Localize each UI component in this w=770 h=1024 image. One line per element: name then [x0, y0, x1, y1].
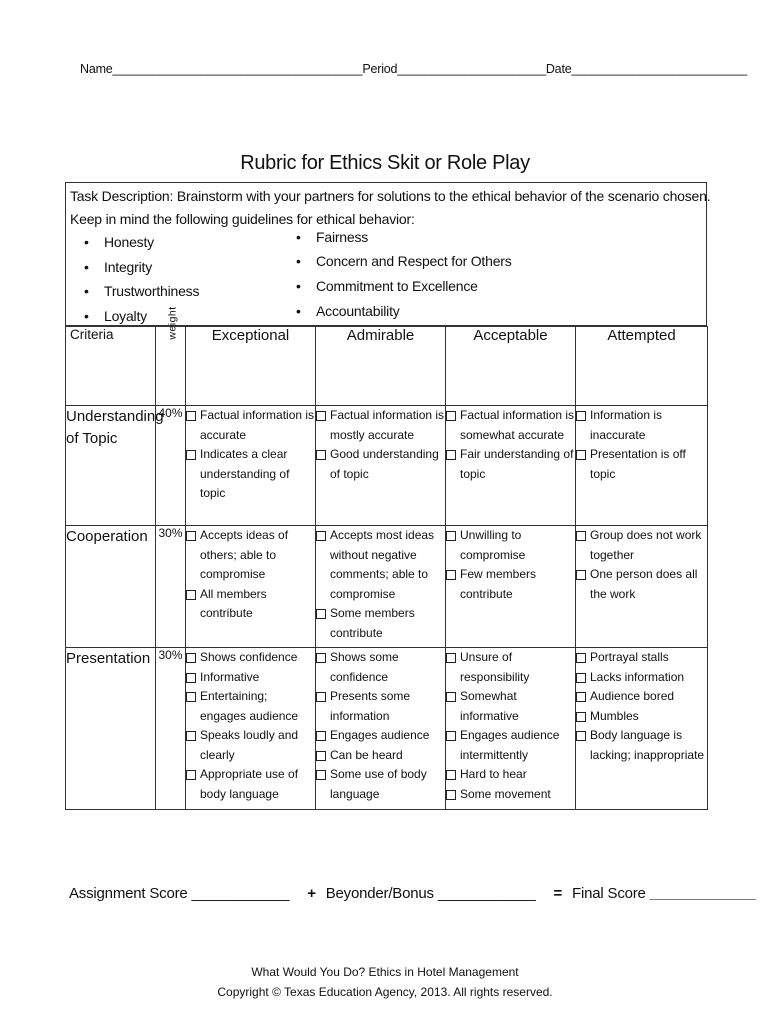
descriptor-text: Appropriate use of body language [200, 767, 299, 801]
checkbox-icon[interactable] [316, 770, 326, 780]
task-description-box [65, 182, 711, 326]
bonus-blank[interactable]: ____________ [437, 885, 536, 902]
checkbox-icon[interactable] [316, 411, 326, 421]
descriptor-cell [446, 648, 576, 810]
descriptor-text: Can be heard [330, 747, 403, 762]
descriptor-item [576, 726, 707, 765]
descriptor-item [316, 648, 445, 687]
checkbox-icon[interactable] [576, 712, 586, 722]
descriptor-text: Some movement [460, 786, 551, 801]
score-line [69, 885, 756, 902]
task-guidelines-intro: Keep in mind the following guidelines for ethical behavior: [70, 211, 415, 227]
descriptor-item [446, 526, 575, 565]
descriptor-text: Entertaining; engages audience [200, 689, 299, 723]
checkbox-icon[interactable] [316, 609, 326, 619]
checkbox-icon[interactable] [186, 531, 196, 541]
descriptor-item [576, 526, 707, 565]
descriptor-item [576, 648, 707, 668]
descriptor-text: Good understanding of topic [330, 447, 439, 481]
descriptor-text: Fair understanding of topic [460, 447, 574, 481]
period-label: Period [362, 62, 398, 76]
checkbox-icon[interactable] [316, 531, 326, 541]
descriptor-item [576, 687, 707, 707]
rubric-row [66, 406, 708, 526]
descriptor-item [576, 668, 707, 688]
footer-course-title: What Would You Do? Ethics in Hotel Management [251, 965, 519, 979]
descriptor-text: Unwilling to compromise [460, 528, 526, 562]
descriptor-item [186, 726, 315, 765]
descriptor-text: Unsure of responsibility [460, 650, 530, 684]
bullet-item: • Honesty [84, 234, 154, 250]
descriptor-text: Accepts ideas of others; able to compromise [200, 528, 289, 581]
descriptor-text: Somewhat informative [460, 689, 519, 723]
plus-sign: + [307, 885, 316, 902]
checkbox-icon[interactable] [186, 770, 196, 780]
checkbox-icon[interactable] [316, 692, 326, 702]
descriptor-text: Information is inaccurate [590, 408, 663, 442]
checkbox-icon[interactable] [446, 531, 456, 541]
descriptor-item [576, 445, 707, 484]
rubric-row [66, 526, 708, 648]
descriptor-text: Factual information is somewhat accurate [460, 408, 575, 442]
descriptor-item [576, 565, 707, 604]
descriptor-cell [186, 526, 316, 648]
level-header-exceptional: Exceptional [186, 327, 316, 406]
descriptor-text: Factual information is mostly accurate [330, 408, 445, 442]
descriptor-text: Accepts most ideas without negative comments; able to compromise [330, 528, 435, 601]
descriptor-item [446, 765, 575, 785]
descriptor-text: Shows confidence [200, 650, 298, 664]
descriptor-text: Audience bored [590, 689, 675, 703]
bullet-item: • Loyalty [84, 308, 147, 324]
descriptor-text: Speaks loudly and clearly [200, 728, 299, 762]
descriptor-item [576, 406, 707, 445]
page-title: Rubric for Ethics Skit or Role Play [240, 152, 530, 174]
descriptor-item [446, 687, 575, 726]
descriptor-item [446, 445, 575, 484]
name-label: Name [80, 62, 113, 76]
equals-sign: = [553, 885, 563, 902]
descriptor-item [446, 565, 575, 604]
descriptor-text: Engages audience [330, 728, 430, 742]
assignment-score-blank[interactable]: ____________ [191, 885, 290, 902]
criteria-cell: Presentation [66, 648, 156, 810]
checkbox-icon[interactable] [186, 731, 196, 741]
descriptor-item [316, 445, 445, 484]
weight-cell: 30% [156, 648, 186, 810]
descriptor-item [316, 746, 445, 766]
weight-header: weight [156, 327, 186, 406]
descriptor-item [186, 687, 315, 726]
checkbox-icon[interactable] [446, 692, 456, 702]
descriptor-text: Group does not work together [590, 528, 702, 562]
checkbox-icon[interactable] [576, 731, 586, 741]
bullet-item: • Fairness [296, 229, 369, 245]
descriptor-text: Factual information is accurate [200, 408, 315, 442]
descriptor-item [316, 406, 445, 445]
descriptor-cell [576, 406, 708, 526]
checkbox-icon[interactable] [186, 411, 196, 421]
bullet-item: • Concern and Respect for Others [296, 253, 512, 269]
assignment-score-label: Assignment Score [69, 885, 188, 902]
descriptor-item [446, 726, 575, 765]
descriptor-text: Presentation is off topic [590, 447, 686, 481]
descriptor-cell [186, 648, 316, 810]
descriptor-text: Portrayal stalls [590, 650, 669, 664]
descriptor-item [446, 648, 575, 687]
descriptor-cell [576, 648, 708, 810]
checkbox-icon[interactable] [446, 731, 456, 741]
weight-cell: 40% [156, 406, 186, 526]
descriptor-cell [186, 406, 316, 526]
descriptor-item [446, 785, 575, 805]
checkbox-icon[interactable] [186, 673, 196, 683]
descriptor-text: Mumbles [590, 708, 639, 723]
weight-cell: 30% [156, 526, 186, 648]
descriptor-item [186, 445, 315, 504]
checkbox-icon[interactable] [186, 590, 196, 600]
checkbox-icon[interactable] [446, 411, 456, 421]
descriptor-text: Body language is lacking; inappropriate [590, 728, 705, 762]
descriptor-item [316, 604, 445, 643]
descriptor-text: Informative [200, 669, 260, 684]
descriptor-text: Some use of body language [330, 767, 427, 801]
descriptor-text: Some members contribute [330, 606, 415, 640]
level-header-attempted: Attempted [576, 327, 708, 406]
checkbox-icon[interactable] [576, 570, 586, 580]
descriptor-item [186, 648, 315, 668]
descriptor-item [316, 687, 445, 726]
checkbox-icon[interactable] [446, 570, 456, 580]
descriptor-item [186, 765, 315, 804]
level-header-acceptable: Acceptable [446, 327, 576, 406]
date-label: Date [545, 62, 572, 76]
descriptor-text: Indicates a clear understanding of topic [200, 447, 290, 500]
bonus-label: Beyonder/Bonus [325, 885, 434, 902]
checkbox-icon[interactable] [316, 751, 326, 761]
checkbox-icon[interactable] [576, 653, 586, 663]
descriptor-text: Engages audience intermittently [460, 728, 560, 762]
descriptor-item [186, 668, 315, 688]
descriptor-item [186, 585, 315, 624]
checkbox-icon[interactable] [316, 450, 326, 460]
checkbox-icon[interactable] [316, 653, 326, 663]
descriptor-text: Few members contribute [460, 567, 537, 601]
footer-copyright: Copyright © Texas Education Agency, 2013. All rights reserved. [217, 985, 553, 999]
descriptor-cell [316, 406, 446, 526]
bullet-item: • Commitment to Excellence [296, 278, 478, 294]
descriptor-text: Presents some information [330, 689, 411, 723]
checkbox-icon[interactable] [446, 653, 456, 663]
level-header-admirable: Admirable [316, 327, 446, 406]
period-blank[interactable]: ______________________ [397, 62, 546, 76]
checkbox-icon[interactable] [446, 790, 456, 800]
final-score-label: Final Score [572, 885, 646, 902]
descriptor-text: Lacks information [590, 669, 685, 684]
descriptor-cell [316, 526, 446, 648]
descriptor-text: Hard to hear [460, 767, 527, 781]
rubric-row [66, 648, 708, 810]
final-score-blank[interactable]: _____________ [649, 885, 756, 902]
criteria-cell: Cooperation [66, 526, 156, 648]
descriptor-item [446, 406, 575, 445]
checkbox-icon[interactable] [446, 450, 456, 460]
checkbox-icon[interactable] [576, 531, 586, 541]
name-blank[interactable]: _____________________________________ [112, 62, 363, 76]
date-blank[interactable]: __________________________ [571, 62, 748, 76]
checkbox-icon[interactable] [576, 450, 586, 460]
descriptor-text: All members contribute [200, 586, 267, 620]
checkbox-icon[interactable] [316, 731, 326, 741]
checkbox-icon[interactable] [576, 411, 586, 421]
descriptor-item [576, 707, 707, 727]
descriptor-cell [446, 526, 576, 648]
checkbox-icon[interactable] [576, 692, 586, 702]
bullet-item: • Integrity [84, 259, 152, 275]
descriptor-item [316, 526, 445, 604]
descriptor-item [316, 726, 445, 746]
criteria-header: Criteria [66, 327, 156, 406]
descriptor-item [316, 765, 445, 804]
checkbox-icon[interactable] [186, 692, 196, 702]
checkbox-icon[interactable] [446, 770, 456, 780]
descriptor-cell [576, 526, 708, 648]
bullet-item: • Accountability [296, 303, 400, 319]
checkbox-icon[interactable] [186, 653, 196, 663]
student-info-line [80, 62, 747, 76]
bullet-item: • Trustworthiness [84, 283, 200, 299]
descriptor-item [186, 406, 315, 445]
descriptor-cell [316, 648, 446, 810]
descriptor-cell [446, 406, 576, 526]
descriptor-text: One person does all the work [590, 567, 698, 601]
rubric-body [66, 406, 708, 810]
task-description: Task Description: Brainstorm with your partners for solutions to the ethical behavior of the scenario chosen. [70, 188, 711, 204]
checkbox-icon[interactable] [576, 673, 586, 683]
descriptor-item [186, 526, 315, 585]
descriptor-text: Shows some confidence [330, 650, 399, 684]
checkbox-icon[interactable] [186, 450, 196, 460]
rubric-header-row [66, 327, 708, 406]
criteria-cell: Understanding of Topic [66, 406, 156, 526]
